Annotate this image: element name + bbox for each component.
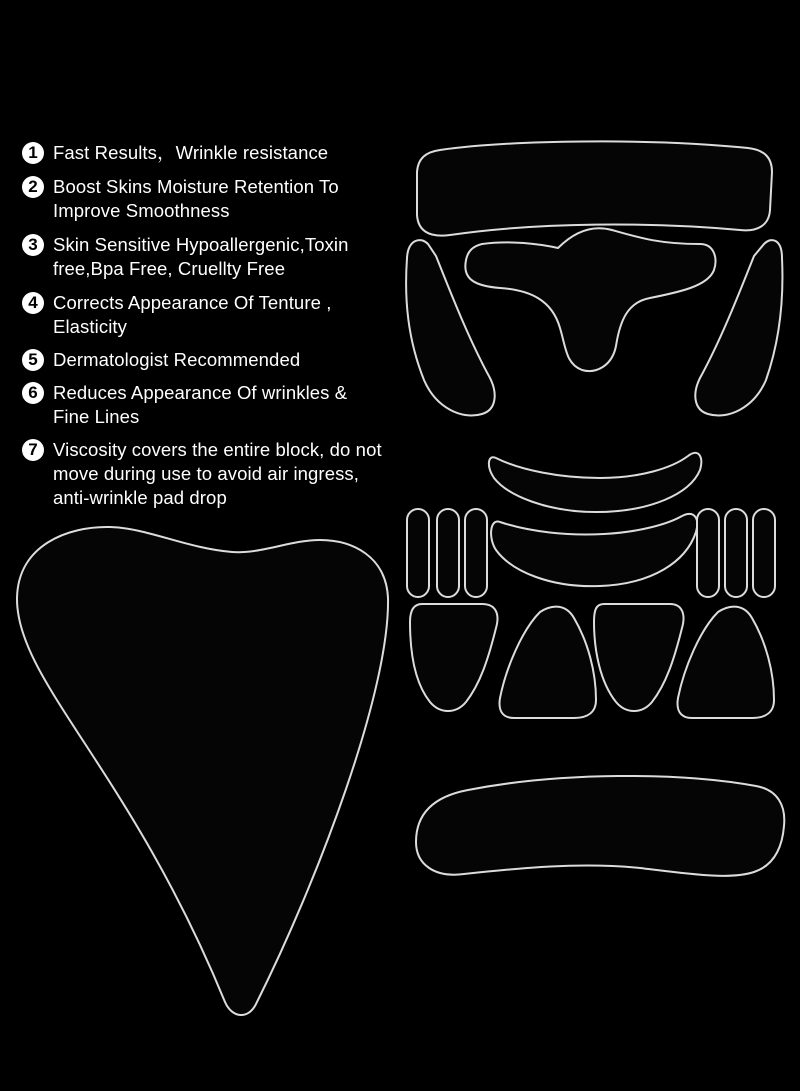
smile-line-pad bbox=[594, 604, 684, 711]
chest-pad bbox=[17, 527, 388, 1015]
number-badge: 2 bbox=[22, 176, 44, 198]
number-badge: 3 bbox=[22, 234, 44, 256]
number-badge: 1 bbox=[22, 142, 44, 164]
feature-text: Skin Sensitive Hypoallergenic,Toxin free,Bpa Free, Cruellty Free bbox=[53, 234, 349, 279]
small-pill-pad bbox=[697, 509, 719, 597]
smile-line-pad bbox=[410, 604, 497, 711]
number-badge: 6 bbox=[22, 382, 44, 404]
number-badge: 4 bbox=[22, 292, 44, 314]
small-pill-pad bbox=[725, 509, 747, 597]
number-badge: 7 bbox=[22, 439, 44, 461]
feature-text: Boost Skins Moisture Retention To Improve Smoothness bbox=[53, 176, 339, 221]
small-pill-pad bbox=[437, 509, 459, 597]
feature-text: Corrects Appearance Of Tenture , Elasticity bbox=[53, 292, 332, 337]
feature-text: Viscosity covers the entire block, do not move during use to avoid air ingress, anti-wrinkle pad drop bbox=[53, 439, 382, 508]
small-pill-pad bbox=[465, 509, 487, 597]
under-eye-pad-bottom bbox=[491, 514, 697, 586]
smile-line-pad bbox=[678, 607, 774, 718]
brow-center-pad bbox=[465, 228, 715, 371]
feature-text: Reduces Appearance Of wrinkles & Fine Lines bbox=[53, 382, 348, 427]
smile-line-pad bbox=[500, 607, 596, 718]
under-eye-pad-top bbox=[489, 453, 701, 512]
forehead-pad bbox=[417, 141, 772, 235]
neck-pad bbox=[416, 776, 784, 876]
number-badge: 5 bbox=[22, 349, 44, 371]
feature-text: Dermatologist Recommended bbox=[53, 349, 301, 370]
feature-text: Fast Results，Wrinkle resistance bbox=[53, 142, 329, 163]
small-pill-pad bbox=[407, 509, 429, 597]
small-pill-pad bbox=[753, 509, 775, 597]
